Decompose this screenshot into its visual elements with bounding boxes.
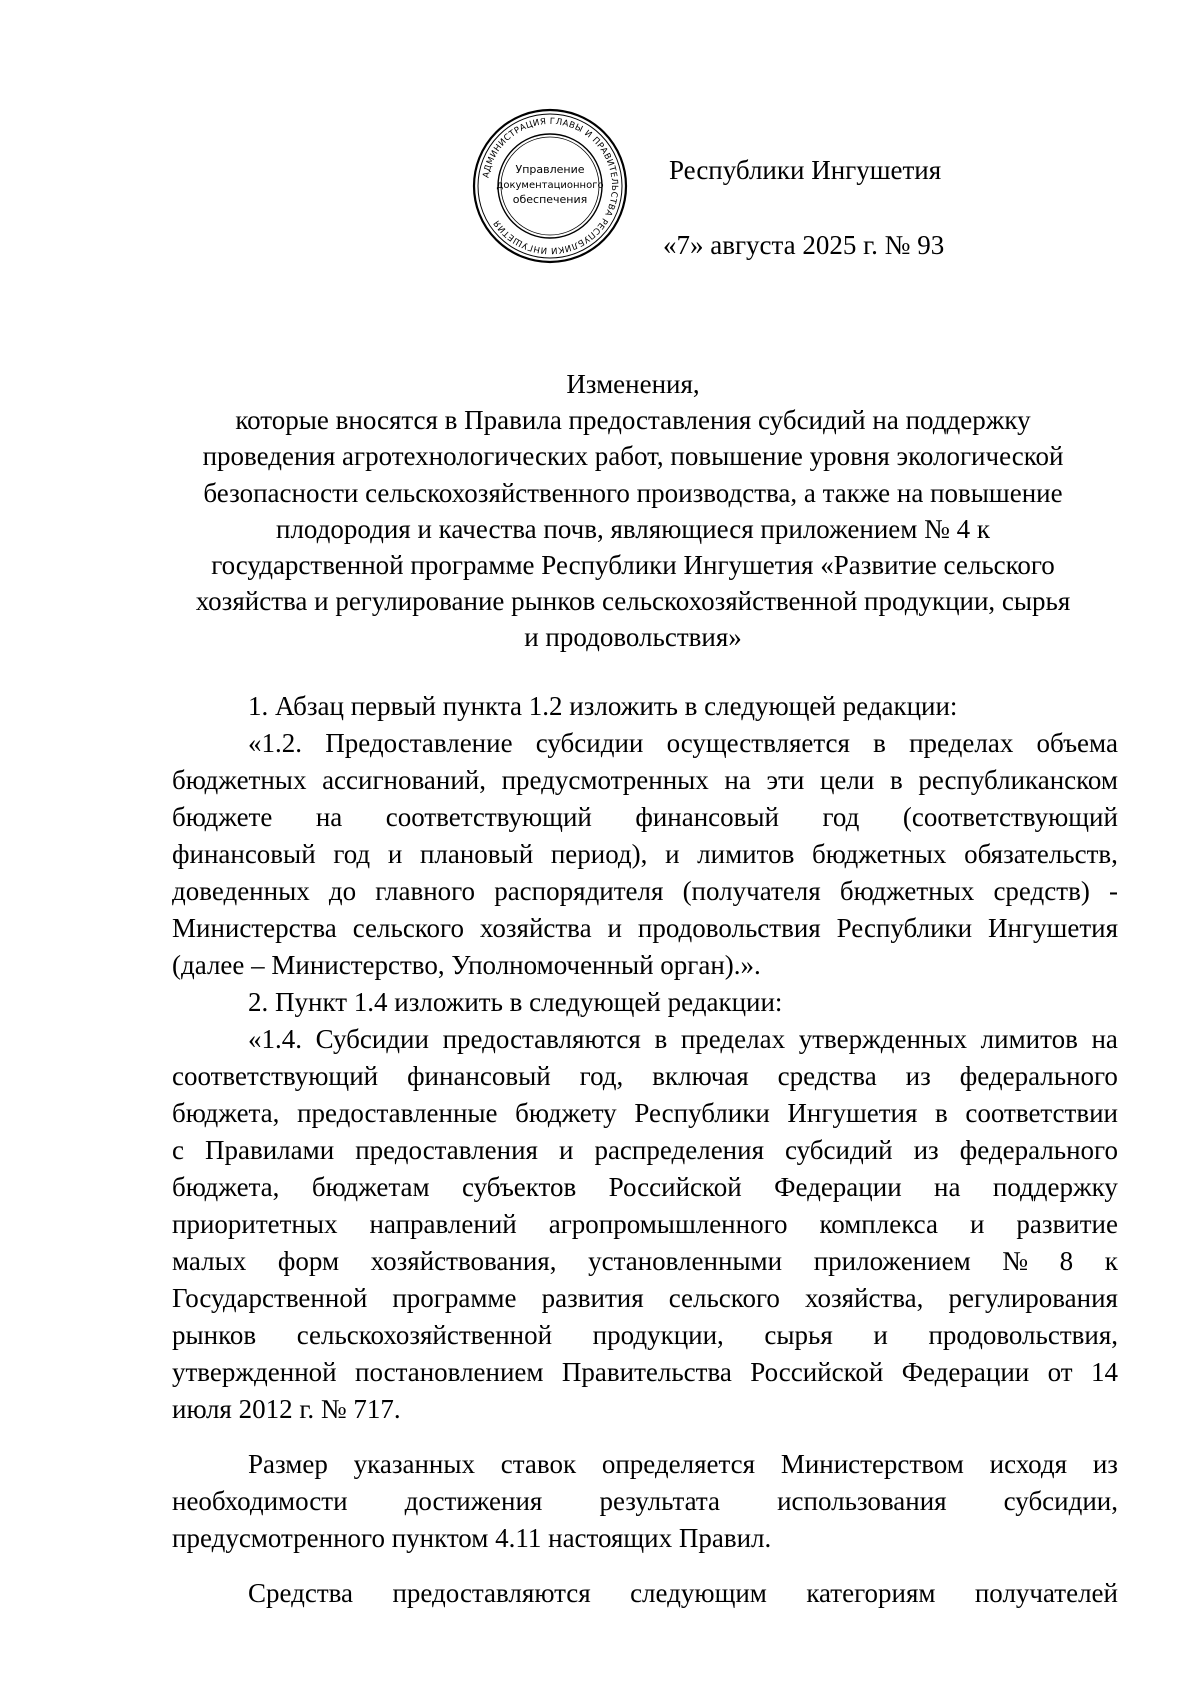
word: обязательств, xyxy=(964,839,1118,869)
word: Средства xyxy=(248,1578,354,1608)
title-line: проведения агротехнологических работ, повышение уровня экологической xyxy=(202,441,1064,472)
word: от xyxy=(1047,1357,1073,1387)
header-republic: Республики Ингушетия xyxy=(669,155,942,185)
word: регулирования xyxy=(948,1283,1118,1313)
word: развития xyxy=(541,1283,644,1313)
word: предусмотренных xyxy=(501,765,709,795)
word: результата xyxy=(599,1486,720,1516)
body-line: 1. Абзац первый пункта 1.2 изложить в следующей редакции: xyxy=(248,691,958,721)
word: установленными xyxy=(588,1246,783,1276)
word: федерального xyxy=(959,1061,1118,1091)
word: приложением xyxy=(813,1246,971,1276)
title-line: государственной программе Республики Ингушетия «Развитие сельского xyxy=(211,550,1055,581)
word: приоритетных xyxy=(172,1209,338,1239)
word: направлений xyxy=(369,1209,517,1239)
word: сырья xyxy=(764,1320,833,1350)
word: утвержденной xyxy=(172,1357,337,1387)
word: утвержденных xyxy=(798,1024,968,1054)
word: ставок xyxy=(500,1449,577,1479)
word: постановлением xyxy=(355,1357,544,1387)
word: соответствующий xyxy=(172,1061,379,1091)
word: и xyxy=(607,913,622,943)
word: рынков xyxy=(172,1320,257,1350)
word: объема xyxy=(1036,728,1118,758)
word: определяется xyxy=(601,1449,756,1479)
word: и xyxy=(873,1320,888,1350)
official-stamp xyxy=(470,106,630,266)
body-line xyxy=(172,1169,1118,1206)
body-line xyxy=(172,1446,1118,1483)
word: лимитов xyxy=(697,839,795,869)
word: развитие xyxy=(1016,1209,1118,1239)
word: «1.4. xyxy=(248,1024,302,1054)
stamp-line-2: документационного xyxy=(496,180,604,191)
word: предоставленные xyxy=(297,1098,498,1128)
word: доведенных xyxy=(172,876,310,906)
word: к xyxy=(1104,1246,1118,1276)
word: следующим xyxy=(630,1578,767,1608)
word: из xyxy=(1092,1449,1118,1479)
word: субъектов xyxy=(462,1172,577,1202)
stamp-line-3: обеспечения xyxy=(512,193,588,206)
body-line xyxy=(172,1575,1118,1612)
word: Министерства xyxy=(172,913,337,943)
body-line xyxy=(172,873,1118,910)
word: бюджетных xyxy=(811,839,947,869)
word: и xyxy=(558,1135,574,1165)
stamp-seal-graphic xyxy=(470,106,630,266)
word: Размер xyxy=(248,1449,328,1479)
word: исходя xyxy=(989,1449,1068,1479)
word: соответствии xyxy=(965,1098,1118,1128)
word: достижения xyxy=(404,1486,543,1516)
word: соответствующий xyxy=(385,802,592,832)
body-line xyxy=(172,836,1118,873)
word: финансовый xyxy=(407,1061,551,1091)
word: форм xyxy=(277,1246,340,1276)
word: Федерации xyxy=(774,1172,902,1202)
word: категориям xyxy=(806,1578,936,1608)
body-line xyxy=(172,725,1118,762)
word: «1.2. xyxy=(248,728,302,758)
word: поддержку xyxy=(992,1172,1118,1202)
body-line xyxy=(172,1206,1118,1243)
body-line xyxy=(172,1058,1118,1095)
word: в xyxy=(935,1098,948,1128)
word: бюджета, xyxy=(172,1172,280,1202)
word: пределах xyxy=(909,728,1014,758)
word: средства xyxy=(777,1061,877,1091)
word: комплекса xyxy=(819,1209,938,1239)
word: сельскохозяйственной xyxy=(296,1320,553,1350)
word: в xyxy=(889,765,903,795)
word: - xyxy=(1108,876,1118,906)
title-line: безопасности сельскохозяйственного производства, а также на повышение xyxy=(203,477,1063,508)
word: год, xyxy=(579,1061,624,1091)
word: лимитов xyxy=(980,1024,1078,1054)
document-title xyxy=(160,366,1106,656)
word: финансовый xyxy=(635,802,779,832)
word: Ингушетия xyxy=(787,1098,918,1128)
word: хозяйствования, xyxy=(370,1246,557,1276)
word: и xyxy=(387,839,403,869)
body-line xyxy=(172,1095,1118,1132)
word: бюджетных xyxy=(172,765,307,795)
body-line xyxy=(172,1483,1118,1520)
word: бюджету xyxy=(515,1098,617,1128)
word: в xyxy=(654,1024,668,1054)
word: продукции, xyxy=(592,1320,724,1350)
word: Министерством xyxy=(780,1449,964,1479)
stamp-ring-text: АДМИНИСТРАЦИЯ ГЛАВЫ И ПРАВИТЕЛЬСТВА РЕСПУБЛИКИ ИНГУШЕТИЯ xyxy=(481,116,620,256)
word: сельского xyxy=(668,1283,780,1313)
word: осуществляется xyxy=(666,728,850,758)
word: необходимости xyxy=(172,1486,348,1516)
word: предоставления xyxy=(355,1135,538,1165)
word: Ингушетия xyxy=(988,913,1118,943)
word: с xyxy=(172,1135,184,1165)
body-line xyxy=(172,1354,1118,1391)
word: субсидии xyxy=(535,728,644,758)
word: (соответствующий xyxy=(902,802,1118,832)
word: Республики xyxy=(634,1098,770,1128)
header-date-number: «7» августа 2025 г. № 93 xyxy=(663,230,945,260)
word: плановый xyxy=(419,839,534,869)
word: в xyxy=(873,728,886,758)
word: программе xyxy=(392,1283,517,1313)
word: включая xyxy=(652,1061,749,1091)
word: период), xyxy=(550,839,648,869)
word: Государственной xyxy=(172,1283,368,1313)
word: на xyxy=(934,1172,961,1202)
word: использования xyxy=(777,1486,947,1516)
title-line: и продовольствия» xyxy=(524,622,742,653)
word: Субсидии xyxy=(315,1024,429,1054)
word: хозяйства, xyxy=(804,1283,924,1313)
word: и xyxy=(969,1209,985,1239)
title-line: хозяйства и регулирование рынков сельскохозяйственной продукции, сырья xyxy=(195,586,1071,617)
stamp-line-1: Управление xyxy=(515,163,585,176)
word: бюджета, xyxy=(172,1098,280,1128)
word: предоставляются xyxy=(442,1024,641,1054)
word: агропромышленного xyxy=(548,1209,788,1239)
word: финансовый xyxy=(172,839,316,869)
word: бюджете xyxy=(172,802,273,832)
word: Российской xyxy=(608,1172,742,1202)
word: ассигнований, xyxy=(322,765,486,795)
word: федерального xyxy=(959,1135,1118,1165)
body-line xyxy=(172,1021,1118,1058)
body-line xyxy=(172,1132,1118,1169)
word: предоставляются xyxy=(392,1578,591,1608)
word: год xyxy=(822,802,860,832)
word: бюджетных xyxy=(839,876,975,906)
word: главного xyxy=(375,876,476,906)
word: Правилами xyxy=(205,1135,335,1165)
word: 14 xyxy=(1091,1357,1118,1387)
word: распределения xyxy=(594,1135,764,1165)
word: год xyxy=(333,839,371,869)
word: Федерации xyxy=(901,1357,1030,1387)
word: малых xyxy=(172,1246,247,1276)
body-line xyxy=(172,762,1118,799)
word: эти xyxy=(766,765,805,795)
word: продовольствия, xyxy=(928,1320,1118,1350)
word: бюджетам xyxy=(311,1172,430,1202)
body-line xyxy=(172,1280,1118,1317)
word: Предоставление xyxy=(325,728,513,758)
word: сельского xyxy=(352,913,464,943)
word: получателей xyxy=(974,1578,1118,1608)
word: на xyxy=(1091,1024,1118,1054)
title-line: плодородия и качества почв, являющиеся приложением № 4 к xyxy=(276,513,990,544)
word: субсидии, xyxy=(1003,1486,1118,1516)
body-line xyxy=(172,799,1118,836)
word: средств) xyxy=(993,876,1090,906)
body-line: 2. Пункт 1.4 изложить в следующей редакции: xyxy=(248,987,783,1017)
word: хозяйства xyxy=(479,913,592,943)
word: из xyxy=(905,1061,931,1091)
title-line: Изменения, xyxy=(566,369,700,399)
word: продовольствия xyxy=(637,913,821,943)
word: 8 xyxy=(1059,1246,1074,1276)
word: и xyxy=(665,839,680,869)
word: (получателя xyxy=(682,876,821,906)
word: из xyxy=(913,1135,939,1165)
word: на xyxy=(315,802,343,832)
title-line: которые вносятся в Правила предоставления субсидий на поддержку xyxy=(235,405,1031,436)
body-line xyxy=(172,1317,1118,1354)
word: № xyxy=(1002,1246,1029,1276)
word: цели xyxy=(819,765,875,795)
word: Республики xyxy=(836,913,973,943)
word: республиканском xyxy=(918,765,1118,795)
body-line: предусмотренного пунктом 4.11 настоящих Правил. xyxy=(172,1523,772,1553)
body-line: (далее – Министерство, Уполномоченный орган).». xyxy=(172,950,761,980)
word: указанных xyxy=(353,1449,476,1479)
word: Правительства xyxy=(561,1357,732,1387)
word: субсидий xyxy=(785,1135,893,1165)
body-line xyxy=(172,910,1118,947)
word: пределах xyxy=(680,1024,786,1054)
body-line xyxy=(172,1243,1118,1280)
word: до xyxy=(328,876,357,906)
word: Российской xyxy=(750,1357,884,1387)
body-line: июля 2012 г. № 717. xyxy=(172,1394,401,1424)
word: распорядителя xyxy=(494,876,664,906)
word: на xyxy=(724,765,751,795)
